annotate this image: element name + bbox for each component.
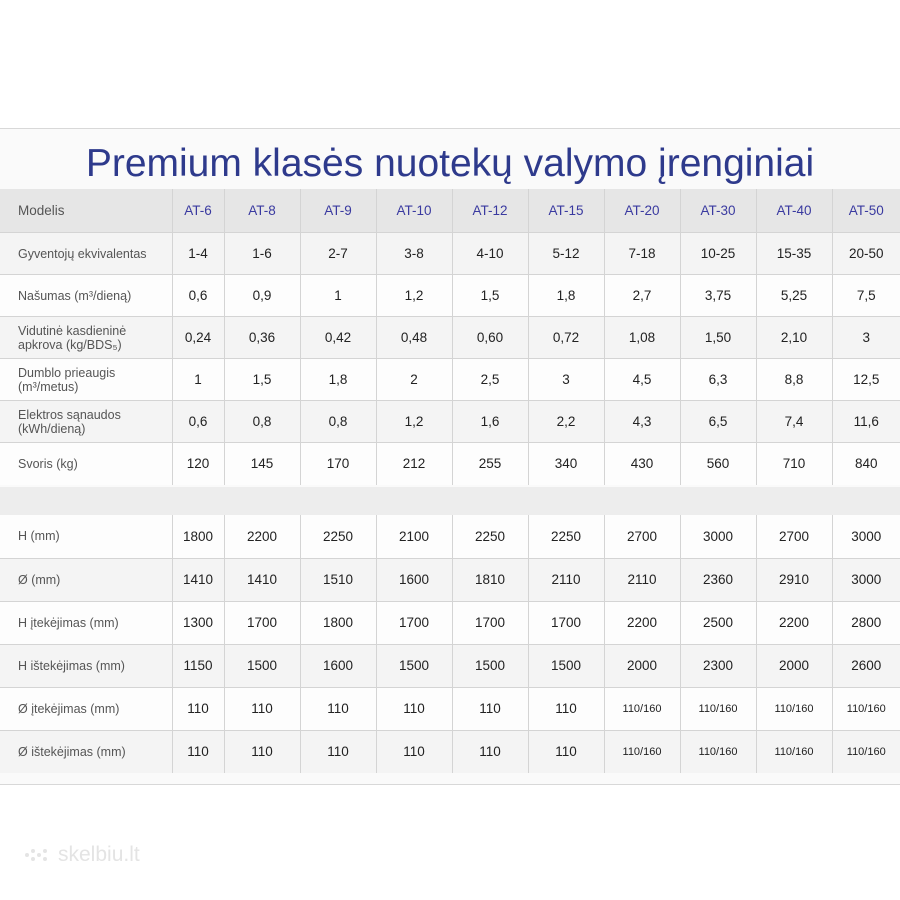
table-cell: 3	[832, 317, 900, 359]
row-label-line: H įtekėjimas (mm)	[18, 615, 119, 630]
table-cell: 110/160	[680, 730, 756, 773]
table-cell: 12,5	[832, 359, 900, 401]
table-cell: 110	[172, 687, 224, 730]
row-label-line: Gyventojų ekvivalentas	[18, 246, 147, 261]
row-label	[0, 558, 172, 601]
table-cell: 1-4	[172, 233, 224, 275]
table-cell: 2,5	[452, 359, 528, 401]
table-cell: 2000	[756, 644, 832, 687]
table-row	[0, 644, 900, 687]
table-cell: 2110	[528, 558, 604, 601]
row-label	[0, 644, 172, 687]
row-label	[0, 401, 172, 443]
column-header-at-9: AT-9	[300, 189, 376, 233]
table-cell: 2250	[528, 515, 604, 558]
table-cell: 1600	[300, 644, 376, 687]
table-cell: 1700	[528, 601, 604, 644]
table-cell: 7,5	[832, 275, 900, 317]
table-cell: 0,8	[224, 401, 300, 443]
dimensions-table	[0, 515, 900, 773]
table-row	[0, 730, 900, 773]
table-cell: 710	[756, 443, 832, 485]
table-cell: 1810	[452, 558, 528, 601]
table-cell: 2100	[376, 515, 452, 558]
table-cell: 1500	[528, 644, 604, 687]
row-label-line: H ištekėjimas (mm)	[18, 658, 125, 673]
table-cell: 2910	[756, 558, 832, 601]
table-cell: 255	[452, 443, 528, 485]
table-cell: 110	[300, 687, 376, 730]
table-cell: 15-35	[756, 233, 832, 275]
table-cell: 2200	[756, 601, 832, 644]
table-row	[0, 359, 900, 401]
table-cell: 1700	[224, 601, 300, 644]
table-header-row	[0, 189, 900, 233]
table-cell: 110	[376, 730, 452, 773]
table-cell: 110/160	[680, 687, 756, 730]
row-label-line: Našumas (m³/dieną)	[18, 288, 132, 303]
column-header-at-6: AT-6	[172, 189, 224, 233]
table-cell: 1510	[300, 558, 376, 601]
table-cell: 2800	[832, 601, 900, 644]
table-cell: 5-12	[528, 233, 604, 275]
table-cell: 110	[376, 687, 452, 730]
table-row	[0, 601, 900, 644]
table-cell: 110/160	[756, 730, 832, 773]
table-cell: 2360	[680, 558, 756, 601]
table-cell: 170	[300, 443, 376, 485]
column-header-at-15: AT-15	[528, 189, 604, 233]
table-cell: 1150	[172, 644, 224, 687]
table-cell: 11,6	[832, 401, 900, 443]
table-cell: 2,10	[756, 317, 832, 359]
table-cell: 5,25	[756, 275, 832, 317]
table-cell: 212	[376, 443, 452, 485]
table-cell: 1-6	[224, 233, 300, 275]
table-cell: 0,36	[224, 317, 300, 359]
table-cell: 2	[376, 359, 452, 401]
table-cell: 110	[452, 730, 528, 773]
table-cell: 0,6	[172, 275, 224, 317]
row-label-line: H (mm)	[18, 529, 60, 544]
row-label	[0, 601, 172, 644]
table-cell: 1	[300, 275, 376, 317]
row-label-line: Elektros sąnaudos	[18, 407, 121, 422]
table-cell: 2-7	[300, 233, 376, 275]
table-cell: 1700	[452, 601, 528, 644]
table-cell: 2700	[604, 515, 680, 558]
table-cell: 0,24	[172, 317, 224, 359]
table-cell: 6,3	[680, 359, 756, 401]
table-cell: 3000	[832, 558, 900, 601]
table-cell: 0,72	[528, 317, 604, 359]
table-cell: 0,6	[172, 401, 224, 443]
table-cell: 110	[528, 687, 604, 730]
table-cell: 2300	[680, 644, 756, 687]
table-cell: 2,2	[528, 401, 604, 443]
column-header-at-40: AT-40	[756, 189, 832, 233]
row-label-line: Dumblo prieaugis	[18, 365, 116, 380]
table-cell: 110/160	[604, 687, 680, 730]
table-cell: 2,7	[604, 275, 680, 317]
table-cell: 2000	[604, 644, 680, 687]
table-cell: 1,5	[452, 275, 528, 317]
table-cell: 2250	[452, 515, 528, 558]
table-cell: 7-18	[604, 233, 680, 275]
table-cell: 0,8	[300, 401, 376, 443]
table-cell: 1	[172, 359, 224, 401]
table-cell: 10-25	[680, 233, 756, 275]
table-cell: 1500	[452, 644, 528, 687]
table-cell: 2110	[604, 558, 680, 601]
row-label	[0, 359, 172, 401]
table-cell: 1300	[172, 601, 224, 644]
table-row	[0, 233, 900, 275]
table-cell: 2200	[224, 515, 300, 558]
table-cell: 110/160	[832, 687, 900, 730]
table-cell: 1410	[172, 558, 224, 601]
table-cell: 110	[224, 687, 300, 730]
row-label-line: Svoris (kg)	[18, 456, 78, 471]
table-cell: 110	[172, 730, 224, 773]
table-cell: 560	[680, 443, 756, 485]
table-cell: 7,4	[756, 401, 832, 443]
table-cell: 0,48	[376, 317, 452, 359]
logo-dots-icon	[24, 847, 52, 863]
row-label	[0, 317, 172, 359]
table-row	[0, 401, 900, 443]
table-cell: 1500	[376, 644, 452, 687]
table-cell: 2600	[832, 644, 900, 687]
page-title: Premium klasės nuotekų valymo įrenginiai	[85, 142, 815, 185]
table-cell: 1,2	[376, 275, 452, 317]
watermark-text: skelbiu.lt	[58, 843, 140, 866]
row-label-line: (kWh/dieną)	[18, 421, 86, 436]
table-cell: 430	[604, 443, 680, 485]
table-cell: 20-50	[832, 233, 900, 275]
table-row	[0, 515, 900, 558]
column-header-at-50: AT-50	[832, 189, 900, 233]
table-cell: 1,8	[528, 275, 604, 317]
specs-table	[0, 189, 900, 485]
table-cell: 2500	[680, 601, 756, 644]
table-cell: 0,9	[224, 275, 300, 317]
table-cell: 110	[528, 730, 604, 773]
row-label-line: Ø ištekėjimas (mm)	[18, 744, 126, 759]
column-header-at-30: AT-30	[680, 189, 756, 233]
table-cell: 1,8	[300, 359, 376, 401]
table-cell: 2250	[300, 515, 376, 558]
table-cell: 3	[528, 359, 604, 401]
table-cell: 1,5	[224, 359, 300, 401]
table-cell: 340	[528, 443, 604, 485]
table-cell: 2700	[756, 515, 832, 558]
row-label	[0, 515, 172, 558]
table-cell: 840	[832, 443, 900, 485]
table-cell: 110/160	[604, 730, 680, 773]
table-cell: 1800	[300, 601, 376, 644]
table-cell: 3000	[832, 515, 900, 558]
row-label	[0, 443, 172, 485]
row-label-line: apkrova (kg/BDS₅)	[18, 337, 122, 352]
column-header-at-20: AT-20	[604, 189, 680, 233]
table-cell: 4,5	[604, 359, 680, 401]
table-cell: 1600	[376, 558, 452, 601]
table-cell: 1,50	[680, 317, 756, 359]
table-cell: 4-10	[452, 233, 528, 275]
column-header-model: Modelis	[0, 189, 172, 233]
table-cell: 110	[300, 730, 376, 773]
table-cell: 110/160	[756, 687, 832, 730]
row-label	[0, 687, 172, 730]
section-divider	[0, 487, 900, 515]
table-cell: 4,3	[604, 401, 680, 443]
table-cell: 8,8	[756, 359, 832, 401]
table-cell: 3,75	[680, 275, 756, 317]
table-row	[0, 687, 900, 730]
table-cell: 110	[224, 730, 300, 773]
table-cell: 2200	[604, 601, 680, 644]
table-cell: 1,2	[376, 401, 452, 443]
table-row	[0, 558, 900, 601]
row-label	[0, 233, 172, 275]
column-header-at-10: AT-10	[376, 189, 452, 233]
table-cell: 145	[224, 443, 300, 485]
table-cell: 1,08	[604, 317, 680, 359]
row-label-line: Ø (mm)	[18, 572, 61, 587]
table-cell: 1410	[224, 558, 300, 601]
table-cell: 120	[172, 443, 224, 485]
table-cell: 1700	[376, 601, 452, 644]
table-row	[0, 443, 900, 485]
row-label	[0, 730, 172, 773]
row-label-line: Vidutinė kasdieninė	[18, 323, 127, 338]
table-cell: 3-8	[376, 233, 452, 275]
table-cell: 0,42	[300, 317, 376, 359]
row-label	[0, 275, 172, 317]
table-cell: 0,60	[452, 317, 528, 359]
row-label-line: (m³/metus)	[18, 379, 79, 394]
table-cell: 3000	[680, 515, 756, 558]
table-cell: 6,5	[680, 401, 756, 443]
table-row	[0, 275, 900, 317]
table-cell: 1500	[224, 644, 300, 687]
watermark	[24, 840, 140, 870]
table-cell: 110/160	[832, 730, 900, 773]
row-label-line: Ø įtekėjimas (mm)	[18, 701, 120, 716]
column-header-at-12: AT-12	[452, 189, 528, 233]
table-cell: 1,6	[452, 401, 528, 443]
spec-sheet	[0, 128, 900, 785]
column-header-at-8: AT-8	[224, 189, 300, 233]
table-cell: 1800	[172, 515, 224, 558]
table-row	[0, 317, 900, 359]
table-cell: 110	[452, 687, 528, 730]
